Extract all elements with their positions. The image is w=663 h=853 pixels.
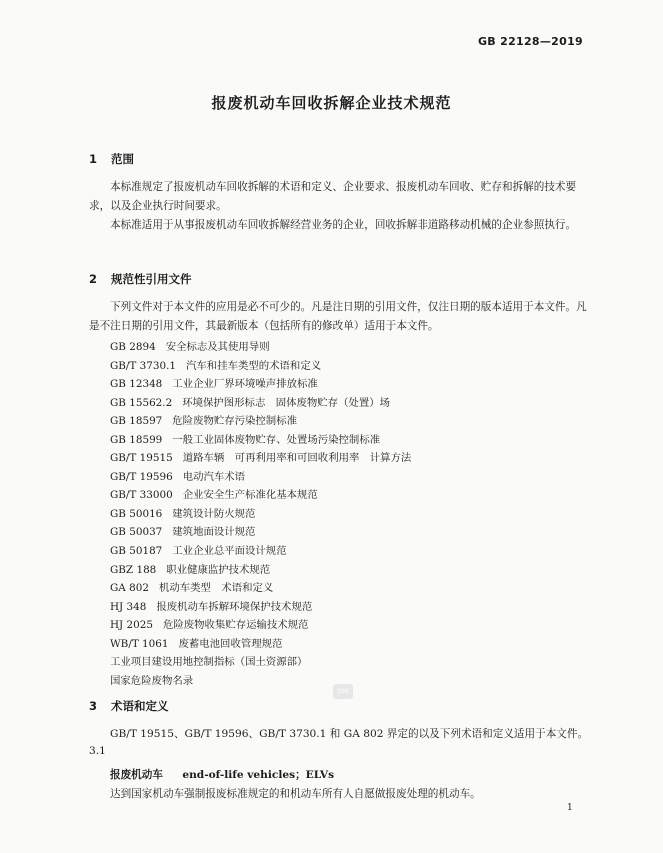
term-chinese: 报废机动车 [110, 769, 163, 781]
reference-title: 废蓄电池回收管理规范 [178, 637, 283, 650]
term-heading [110, 767, 334, 782]
reference-code: GB 2894 [110, 341, 156, 353]
reference-code: GB 18599 [110, 433, 163, 446]
reference-code: GB 12348 [110, 378, 163, 391]
reference-title: 企业安全生产标准化基本规范 [182, 489, 318, 502]
reference-title: 汽车和挂车类型的术语和定义 [186, 359, 322, 372]
normative-refs-intro: 下列文件对于本文件的应用是必不可少的。凡是注日期的引用文件，仅注日期的版本适用于本文件。凡是不注日期的引用文件，其最新版本（包括所有的修改单）适用于本文件。 [89, 301, 587, 332]
section-heading-scope [89, 151, 134, 167]
reference-title: 建筑设计防火规范 [172, 507, 256, 520]
terms-intro: GB/T 19515、GB/T 19596、GB/T 3730.1 和 GA 802 界定的以及下列术语和定义适用于本文件。 [110, 728, 589, 740]
reference-title: 环境保护图形标志 固体废物贮存（处置）场 [182, 396, 391, 409]
reference-item [110, 357, 411, 376]
reference-title: 安全标志及其使用导则 [165, 341, 270, 353]
reference-item [110, 449, 411, 468]
reference-title: 国家危险废物名录 [110, 674, 194, 687]
reference-item [110, 431, 411, 450]
reference-item [110, 505, 411, 524]
section-title: 术语和定义 [111, 699, 169, 713]
reference-item [110, 598, 411, 617]
page-number: 1 [567, 803, 573, 813]
reference-code: HJ 2025 [110, 619, 153, 632]
reference-item [110, 542, 411, 561]
reference-title: 电动汽车术语 [182, 470, 246, 483]
reference-code: GB/T 19596 [110, 470, 173, 483]
reference-item [110, 523, 411, 542]
section-number: 3 [89, 699, 98, 713]
reference-title: 危险废物贮存污染控制标准 [172, 415, 297, 428]
scope-paragraph-1: 本标准规定了报废机动车回收拆解的术语和定义、企业要求、报废机动车回收、贮存和拆解的技术要求，以及企业执行时间要求。 [89, 181, 577, 212]
reference-item [110, 653, 411, 672]
section-title: 规范性引用文件 [111, 272, 192, 286]
reference-item [110, 561, 411, 580]
section-heading-normative-refs [89, 271, 192, 287]
standard-number: GB 22128—2019 [477, 35, 583, 48]
reference-title: 报废机动车拆解环境保护技术规范 [156, 600, 313, 613]
section-heading-terms [89, 698, 169, 714]
document-title: 报废机动车回收拆解企业技术规范 [211, 94, 452, 112]
reference-item [110, 635, 411, 654]
reference-item [110, 672, 411, 691]
reference-code: WB/T 1061 [110, 637, 169, 650]
reference-code: GB 18597 [110, 415, 163, 428]
reference-title: 道路车辆 可再利用率和可回收利用率 计算方法 [182, 452, 412, 465]
term-english: end-of-life vehicles；ELVs [182, 769, 335, 781]
reference-code: HJ 348 [110, 600, 147, 613]
reference-title: 一般工业固体废物贮存、处置场污染控制标准 [172, 433, 381, 446]
term-number: 3.1 [89, 745, 106, 757]
reference-title: 建筑地面设计规范 [172, 526, 256, 539]
reference-title: 机动车类型 术语和定义 [158, 582, 274, 595]
reference-title: 工业企业总平面设计规范 [172, 545, 287, 558]
reference-list [110, 338, 411, 690]
reference-code: GA 802 [110, 582, 149, 595]
section-number: 2 [89, 272, 98, 286]
section-title: 范围 [111, 152, 135, 166]
reference-code: GBZ 188 [110, 563, 157, 576]
reference-code: GB 50187 [110, 545, 163, 558]
reference-title: 工业企业厂界环境噪声排放标准 [172, 378, 318, 391]
reference-item [110, 616, 411, 635]
reference-item [110, 412, 411, 431]
scope-paragraph-2: 本标准适用于从事报废机动车回收拆解经营业务的企业，回收拆解非道路移动机械的企业参照执行。 [110, 219, 577, 231]
reference-item [110, 579, 411, 598]
reference-item [110, 486, 411, 505]
reference-item [110, 375, 411, 394]
reference-code: GB/T 3730.1 [110, 359, 177, 372]
term-definition: 达到国家机动车强制报废标准规定的和机动车所有人自愿做报废处理的机动车。 [110, 788, 481, 800]
reference-code: GB/T 33000 [110, 489, 173, 502]
reference-item [110, 394, 411, 413]
reference-title: 工业项目建设用地控制指标（国土资源部） [110, 656, 308, 669]
reference-item [110, 468, 411, 487]
reference-item [110, 338, 411, 357]
reference-title: 危险废物收集贮存运输技术规范 [162, 619, 309, 632]
reference-code: GB 15562.2 [110, 396, 173, 409]
section-number: 1 [89, 152, 98, 166]
reference-code: GB/T 19515 [110, 452, 173, 465]
reference-title: 职业健康监护技术规范 [166, 563, 271, 576]
reference-code: GB 50037 [110, 526, 163, 539]
watermark-stamp: SSK [333, 684, 353, 699]
reference-code: GB 50016 [110, 507, 163, 520]
